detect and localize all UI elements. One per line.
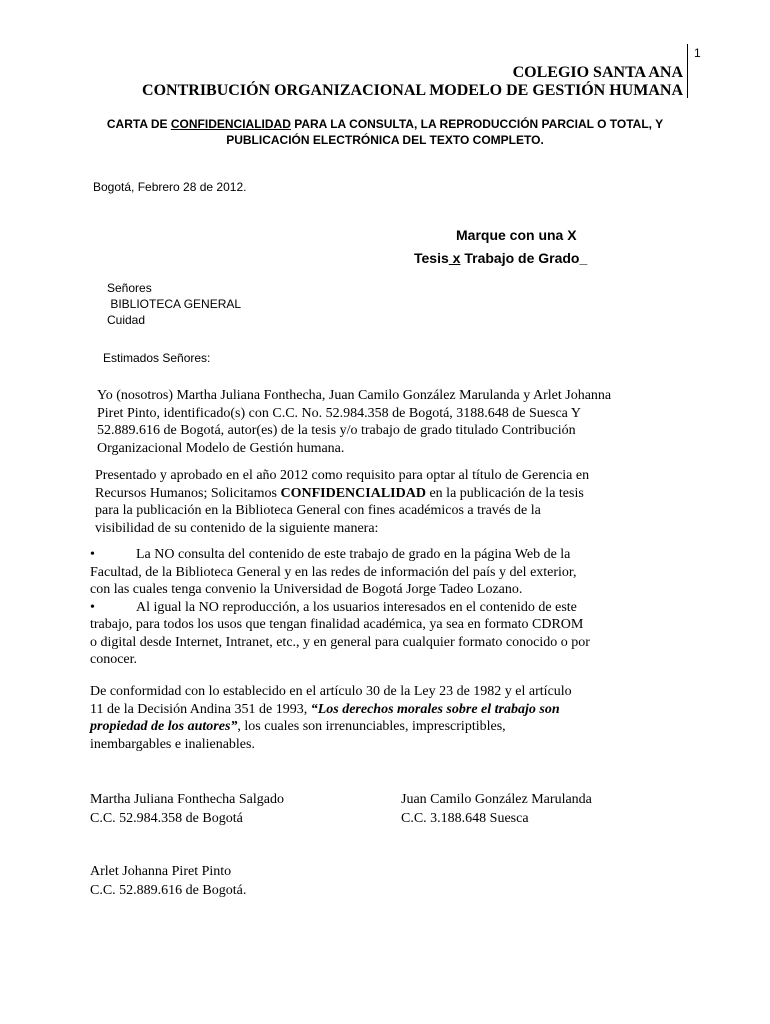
- paragraph-legal: [90, 683, 572, 753]
- paragraph-line: para la publicación en la Biblioteca General con fines académicos a través de la: [95, 503, 541, 518]
- title-underlined-word: CONFIDENCIALIDAD: [170, 117, 291, 131]
- option-tesis: Tesis: [414, 250, 449, 266]
- bullet-list: [90, 546, 590, 669]
- text-run: 11 de la Decisión Andina 351 de 1993,: [90, 701, 311, 717]
- bullet-item: [90, 599, 590, 617]
- signer-id: C.C. 3.188.648 Suesca: [401, 811, 529, 826]
- addressee-line: Cuidad: [107, 313, 146, 327]
- tesis-x-mark: x: [448, 250, 461, 266]
- letter-title: [80, 116, 690, 148]
- paragraph-line: 52.889.616 de Bogotá, autor(es) de la tesis y/o trabajo de grado titulado Contribución: [97, 423, 576, 438]
- signer-id: C.C. 52.984.358 de Bogotá: [90, 811, 243, 826]
- document-subtitle: CONTRIBUCIÓN ORGANIZACIONAL MODELO DE GESTIÓN HUMANA: [142, 82, 683, 99]
- text-run: en la publicación de la tesis: [425, 485, 584, 501]
- confidencialidad-emphasis: CONFIDENCIALIDAD: [280, 485, 426, 501]
- bullet-text: conocer.: [90, 652, 138, 667]
- bullet-item: [90, 546, 590, 564]
- bullet-text: La NO consulta del contenido de este trabajo de grado en la página Web de la: [136, 547, 571, 562]
- text-run: Recursos Humanos; Solicitamos: [95, 485, 281, 501]
- text-run: , los cuales son irrenunciables, imprescriptibles,: [237, 719, 506, 734]
- paragraph-line: [90, 718, 572, 736]
- bullet-text: Facultad, de la Biblioteca General y en las redes de información del país y del exterior,: [90, 564, 577, 580]
- title-part-1: CARTA DE: [106, 117, 171, 131]
- signature-block-3: [90, 862, 246, 900]
- signer-name: Arlet Johanna Piret Pinto: [90, 864, 232, 879]
- letter-date: Bogotá, Febrero 28 de 2012.: [93, 180, 247, 194]
- paragraph-line: Presentado y aprobado en el año 2012 como requisito para optar al título de Gerencia en: [95, 468, 590, 483]
- title-part-2: PARA LA CONSULTA, LA REPRODUCCIÓN PARCIAL O TOTAL, Y PUBLICACIÓN ELECTRÓNICA DEL TEXTO COMPLETO.: [226, 117, 664, 147]
- addressee-line: BIBLIOTECA GENERAL: [107, 297, 242, 311]
- option-trabajo-de-grado: Trabajo de Grado_: [460, 250, 588, 266]
- paragraph-line: visibilidad de su contenido de la siguiente manera:: [95, 520, 379, 536]
- bullet-text: Al igual la NO reproducción, a los usuarios interesados en el contenido de este: [136, 599, 577, 615]
- paragraph-authors: [97, 387, 611, 457]
- page-number: 1: [694, 46, 701, 60]
- bullet-dot: •: [90, 599, 95, 615]
- paragraph-line: Yo (nosotros) Martha Juliana Fonthecha, Juan Camilo González Marulanda y Arlet Johanna: [97, 388, 612, 403]
- paragraph-line: [95, 485, 589, 503]
- paragraph-line: inembargables e inalienables.: [90, 736, 255, 752]
- bullet-text: trabajo, para todos los usos que tengan finalidad académica, ya sea en formato CDROM: [90, 617, 584, 632]
- legal-quote: “Los derechos morales sobre el trabajo son: [310, 701, 560, 717]
- mark-instruction: Marque con una X: [456, 227, 577, 243]
- bullet-text: con las cuales tenga convenio la Universidad de Bogotá Jorge Tadeo Lozano.: [90, 582, 523, 597]
- header-divider: [687, 44, 688, 98]
- signer-name: Martha Juliana Fonthecha Salgado: [90, 792, 285, 807]
- signer-id: C.C. 52.889.616 de Bogotá.: [90, 883, 247, 898]
- greeting: Estimados Señores:: [103, 351, 211, 365]
- paragraph-line: [90, 701, 572, 719]
- signature-block-2: [401, 790, 592, 828]
- signature-block-1: [90, 790, 284, 828]
- signer-name: Juan Camilo González Marulanda: [401, 792, 592, 807]
- paragraph-line: Organizacional Modelo de Gestión humana.: [97, 440, 345, 456]
- bullet-text: o digital desde Internet, Intranet, etc., y en general para cualquier formato conocido o por: [90, 634, 590, 650]
- document-type-options: [414, 250, 587, 266]
- paragraph-line: Piret Pinto, identificado(s) con C.C. No. 52.984.358 de Bogotá, 3188.648 de Suesca Y: [97, 405, 581, 421]
- addressee-block: [107, 280, 241, 328]
- paragraph-line: De conformidad con lo establecido en el artículo 30 de la Ley 23 de 1982 y el artículo: [90, 684, 572, 699]
- school-name: COLEGIO SANTA ANA: [512, 64, 683, 81]
- paragraph-request: [95, 467, 589, 537]
- legal-quote: propiedad de los autores”: [90, 719, 238, 734]
- bullet-dot: •: [90, 547, 95, 562]
- addressee-line: Señores: [107, 281, 152, 295]
